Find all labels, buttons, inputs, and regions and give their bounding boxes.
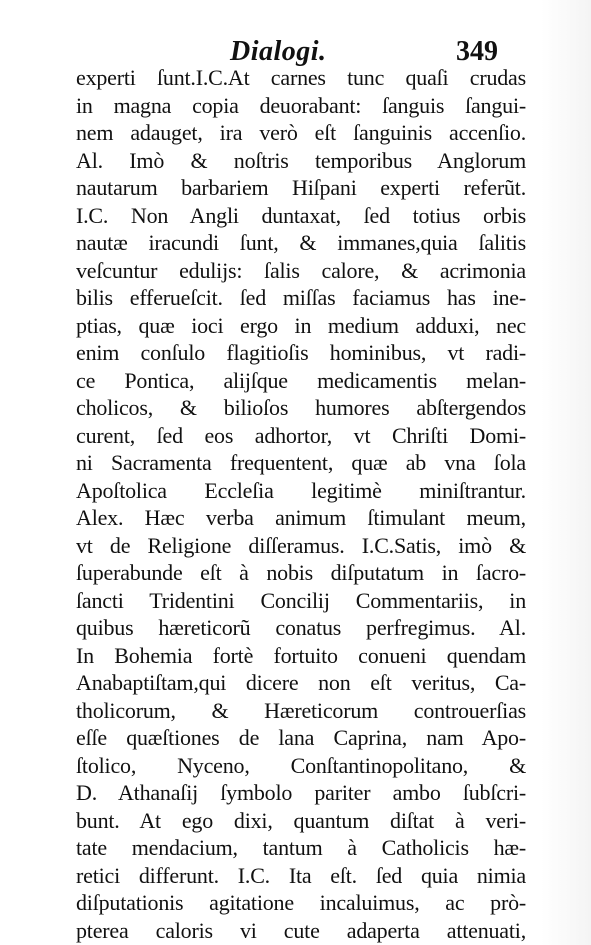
text-line: bunt. At ego dixi, quantum diſtat à veri- (76, 807, 526, 833)
text-line: Apoſtolica Eccleſia legitimè miniſtrantur. (76, 477, 526, 503)
text-line: ptias, quæ ioci ergo in medium adduxi, nec (76, 312, 526, 338)
text-line: curent, ſed eos adhortor, vt Chriſti Domi- (76, 422, 526, 448)
text-line: I.C. Non Angli duntaxat, ſed totius orbis (76, 202, 526, 228)
text-line: cholicos, & bilioſos humores abſtergendos (76, 395, 526, 420)
text-line: nautæ iracundi ſunt, & immanes,quia ſalitis (76, 230, 526, 255)
page-edge-shadow (541, 0, 591, 945)
text-line: In Bohemia fortè fortuito conueni quendam (76, 642, 526, 668)
text-line: enim conſulo flagitioſis hominibus, vt radi- (76, 340, 526, 365)
text-line: pterea caloris vi cute adaperta attenuati, (76, 917, 526, 943)
page-header (0, 26, 591, 66)
text-line: diſputationis agitatione incaluimus, ac prò- (76, 890, 526, 915)
text-line: quibus hæreticorũ conatus perfregimus. Al. (76, 615, 526, 640)
text-line: eſſe quæſtiones de lana Caprina, nam Apo- (76, 725, 526, 750)
text-line: tholicorum, & Hæreticorum controuerſias (76, 697, 526, 723)
text-line: Alex. Hæc verba animum ſtimulant meum, (76, 505, 526, 530)
text-line: bilis efferueſcit. ſed miſſas faciamus has ine- (76, 285, 526, 310)
text-line: ſuperabunde eſt à nobis diſputatum in ſacro- (76, 560, 526, 585)
text-line: Anabaptiſtam,qui dicere non eſt veritus, Ca- (76, 670, 526, 695)
text-line: ni Sacramenta frequentent, quæ ab vna ſola (76, 450, 526, 475)
page-number: 349 (456, 36, 498, 67)
text-line: nem adauget, ira verò eſt ſanguinis accenſio. (76, 120, 526, 145)
text-line: veſcuntur edulijs: ſalis calore, & acrimonia (76, 257, 526, 283)
text-line: nautarum barbariem Hiſpani experti referũt. (76, 175, 526, 200)
text-line: ce Pontica, alijſque medicamentis melan- (76, 367, 526, 393)
text-line: experti ſunt.I.C.At carnes tunc quaſi crudas (76, 65, 526, 90)
text-line: vt de Religione diſſeramus. I.C.Satis, imò & (76, 532, 526, 558)
text-line: ſancti Tridentini Concilij Commentariis, in (76, 587, 526, 613)
text-line: in magna copia deuorabant: ſanguis ſangui- (76, 92, 526, 118)
text-line: Al. Imò & noſtris temporibus Anglorum (76, 147, 526, 173)
text-line: D. Athanaſij ſymbolo pariter ambo ſubſcri- (76, 780, 526, 805)
running-title: Dialogi. (230, 36, 327, 67)
text-line: ſtolico, Nyceno, Conſtantinopolitano, & (76, 752, 526, 778)
text-line: retici differunt. I.C. Ita eſt. ſed quia nimia (76, 862, 526, 888)
text-line: tate mendacium, tantum à Catholicis hæ- (76, 835, 526, 860)
body-text (76, 64, 526, 944)
